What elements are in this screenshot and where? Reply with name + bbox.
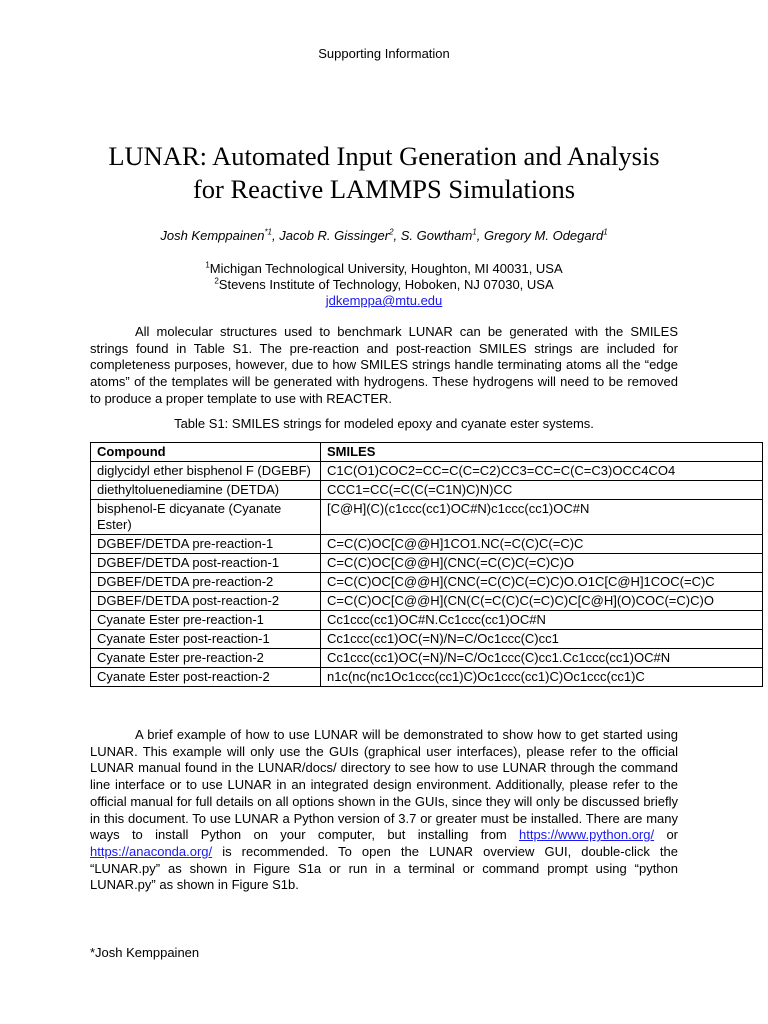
title-line-1: LUNAR: Automated Input Generation and Analysis xyxy=(108,141,660,171)
table-row xyxy=(91,573,763,592)
table-row xyxy=(91,592,763,611)
smiles-table xyxy=(90,442,763,687)
smiles-cell: C=C(C)OC[C@@H](CNC(=C(C)C(=C)C)O.O1C[C@H]1COC(=C)C xyxy=(321,573,763,592)
affiliation-mark: 1 xyxy=(205,260,210,270)
affiliation-2 xyxy=(0,277,768,294)
usage-paragraph xyxy=(90,727,678,894)
author-name: Gregory M. Odegard xyxy=(483,228,604,243)
table-row xyxy=(91,668,763,687)
page-header: Supporting Information xyxy=(318,46,450,61)
author-mark: *1 xyxy=(264,227,272,237)
compound-cell: bisphenol-E dicyanate (Cyanate Ester) xyxy=(91,500,321,535)
table-row xyxy=(91,481,763,500)
intro-paragraph: All molecular structures used to benchmark LUNAR can be generated with the SMILES strings found in Table S1. The pre-reaction and post-reaction SMILES strings are included for completeness purposes, however, due to how SMILES strings handle terminating atoms all the “edge atoms” of the templates will be generated with hydrogens. These hydrogens will need to be removed to produce a proper template to use with REACTER. xyxy=(90,324,678,406)
column-header-compound: Compound xyxy=(91,443,321,462)
table-row xyxy=(91,554,763,573)
smiles-cell: C=C(C)OC[C@@H]1CO1.NC(=C(C)C(=C)C xyxy=(321,535,763,554)
table-caption: Table S1: SMILES strings for modeled epoxy and cyanate ester systems. xyxy=(174,416,594,431)
smiles-cell: [C@H](C)(c1ccc(cc1)OC#N)c1ccc(cc1)OC#N xyxy=(321,500,763,535)
smiles-cell: Cc1ccc(cc1)OC(=N)/N=C/Oc1ccc(C)cc1 xyxy=(321,630,763,649)
table-row xyxy=(91,611,763,630)
compound-cell: DGBEF/DETDA post-reaction-1 xyxy=(91,554,321,573)
affiliation-mark: 2 xyxy=(214,276,219,286)
smiles-cell: C=C(C)OC[C@@H](CN(C(=C(C)C(=C)C)C[C@H](O)COC(=C)C)O xyxy=(321,592,763,611)
email-link[interactable]: jdkemppa@mtu.edu xyxy=(325,293,443,308)
compound-cell: DGBEF/DETDA post-reaction-2 xyxy=(91,592,321,611)
smiles-cell: C1C(O1)COC2=CC=C(C=C2)CC3=CC=C(C=C3)OCC4CO4 xyxy=(321,462,763,481)
anaconda-link[interactable]: https://anaconda.org/ xyxy=(90,843,213,859)
compound-cell: Cyanate Ester pre-reaction-1 xyxy=(91,611,321,630)
usage-text-part-1: A brief example of how to use LUNAR will be demonstrated to show how to get started using LUNAR. This example will only use the GUIs (graphical user interfaces), please refer to the official LUNAR manual found in the LUNAR/docs/ directory to see how to use LUNAR through the command line interface or to use LUNAR in an integrated design environment. Additionally, please refer to the official manual for full details on all options shown in the GUIs, since they will only be discussed briefly in this document. To use LUNAR a Python version of 3.7 or greater must be installed. There are many ways to install Python on your computer, but installing from xyxy=(90,727,678,843)
usage-text-part-3: is recommended. To open the LUNAR overview GUI, double-click the “LUNAR.py” as shown in Figure S1a or run in a terminal or command prompt using “python LUNAR.py” as shown in Figure S1b. xyxy=(90,843,678,893)
smiles-cell: Cc1ccc(cc1)OC(=N)/N=C/Oc1ccc(C)cc1.Cc1ccc(cc1)OC#N xyxy=(321,649,763,668)
table-row xyxy=(91,500,763,535)
title-line-2: for Reactive LAMMPS Simulations xyxy=(192,174,576,204)
smiles-cell: n1c(nc(nc1Oc1ccc(cc1)C)Oc1ccc(cc1)C)Oc1ccc(cc1)C xyxy=(321,668,763,687)
compound-cell: diethyltoluenediamine (DETDA) xyxy=(91,481,321,500)
compound-cell: DGBEF/DETDA pre-reaction-2 xyxy=(91,573,321,592)
author-mark: 2 xyxy=(389,227,394,237)
table-header-row xyxy=(91,443,763,462)
smiles-cell: Cc1ccc(cc1)OC#N.Cc1ccc(cc1)OC#N xyxy=(321,611,763,630)
author-name: S. Gowtham xyxy=(400,228,473,243)
paper-title xyxy=(60,140,708,206)
compound-cell: Cyanate Ester post-reaction-1 xyxy=(91,630,321,649)
table-row xyxy=(91,649,763,668)
author-mark: 1 xyxy=(603,227,608,237)
table-row xyxy=(91,535,763,554)
affiliation-text: Stevens Institute of Technology, Hoboken, NJ 07030, USA xyxy=(218,277,554,292)
compound-cell: diglycidyl ether bisphenol F (DGEBF) xyxy=(91,462,321,481)
author-list: Josh Kemppainen$^{*1}$, Jacob R. Gissinger$^2$, S. Gowtham$^1$, Gregory M. Odegard$^1$ xyxy=(160,227,608,243)
compound-cell: DGBEF/DETDA pre-reaction-1 xyxy=(91,535,321,554)
column-header-smiles: SMILES xyxy=(321,443,763,462)
corresponding-author-footnote: *Josh Kemppainen xyxy=(90,945,200,960)
smiles-cell: C=C(C)OC[C@@H](CNC(=C(C)C(=C)C)O xyxy=(321,554,763,573)
affiliation-text: Michigan Technological University, Houghton, MI 40031, USA xyxy=(209,261,563,276)
author-name: Jacob R. Gissinger xyxy=(279,228,390,243)
usage-text-part-2: or xyxy=(654,827,679,843)
table-row xyxy=(91,630,763,649)
affiliation-1 xyxy=(0,261,768,278)
smiles-cell: CCC1=CC(=C(C(=C1N)C)N)CC xyxy=(321,481,763,500)
table-row xyxy=(91,462,763,481)
compound-cell: Cyanate Ester pre-reaction-2 xyxy=(91,649,321,668)
compound-cell: Cyanate Ester post-reaction-2 xyxy=(91,668,321,687)
author-name: Josh Kemppainen xyxy=(160,228,265,243)
python-link[interactable]: https://www.python.org/ xyxy=(518,827,655,843)
author-mark: 1 xyxy=(472,227,477,237)
